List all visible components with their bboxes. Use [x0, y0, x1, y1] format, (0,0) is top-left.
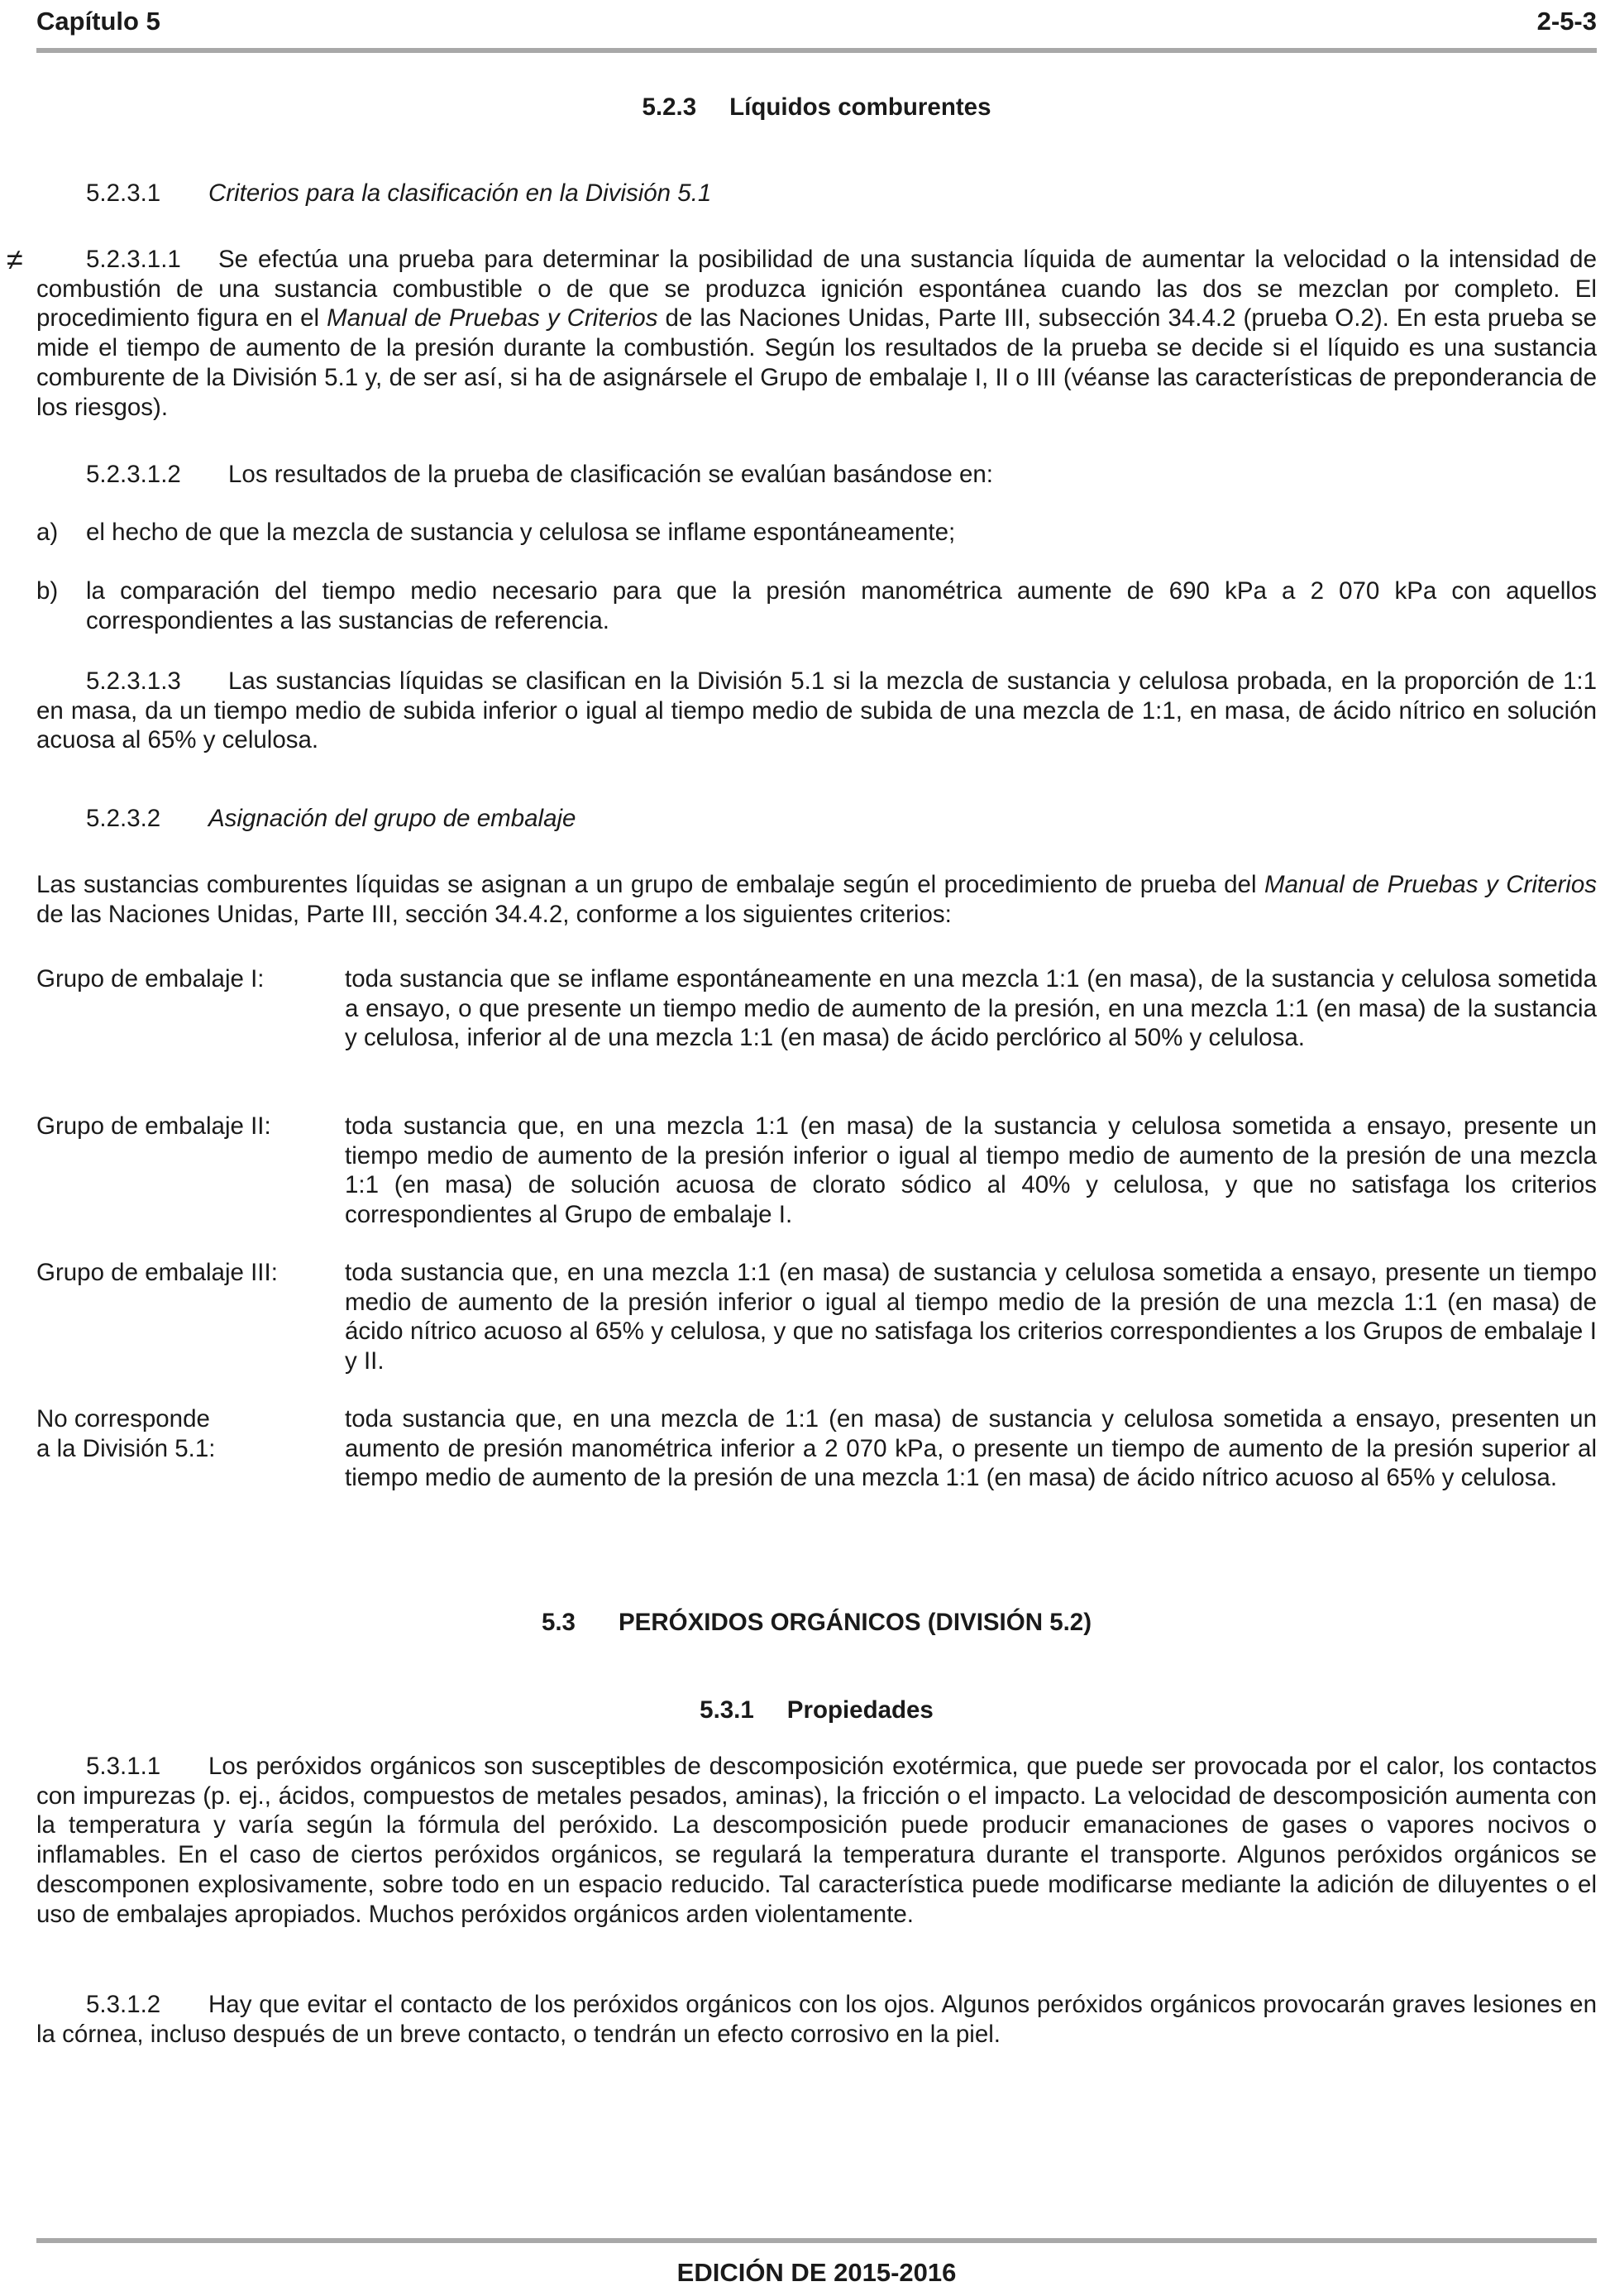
page-header	[36, 7, 1597, 43]
paragraph-text: Los resultados de la prueba de clasificación se evalúan basándose en:	[228, 461, 993, 488]
list-item-a	[36, 518, 1597, 548]
paragraph-number: 5.3.1.1	[86, 1753, 161, 1780]
paragraph-number: 5.2.3.1.3	[86, 667, 181, 695]
paragraph-5-2-3-1-2	[36, 460, 1597, 490]
packing-group-intro	[36, 870, 1597, 929]
packing-group-ii	[36, 1112, 1597, 1231]
manual-reference: Manual de Pruebas y Criterios	[1264, 871, 1598, 898]
paragraph-text: Hay que evitar el contacto de los peróxidos orgánicos con los ojos. Algunos peróxidos orgánicos provocarán graves lesiones en la córnea, incluso después de un breve contacto, o tendrán un efecto corrosivo en la piel.	[36, 1991, 1597, 2048]
list-label: a)	[36, 519, 59, 546]
section-title: PERÓXIDOS ORGÁNICOS (DIVISIÓN 5.2)	[618, 1609, 1092, 1636]
page-number: 2-5-3	[1536, 7, 1597, 36]
group-criteria: toda sustancia que, en una mezcla de 1:1 (en masa) de sustancia y celulosa sometida a ensayo, presenten un aumento de presión manométrica inferior a 2 070 kPa, o presente un tiempo de aumento de la presión superior al tiempo medio de aumento de la presión de una mezcla 1:1 (en masa) de ácido nítrico acuoso al 65% y celulosa.	[345, 1405, 1597, 1492]
edition-footer: EDICIÓN DE 2015-2016	[676, 2258, 957, 2287]
group-label-line-2: a la División 5.1:	[36, 1434, 216, 1462]
subsection-title: Criterios para la clasificación en la División 5.1	[208, 179, 712, 207]
packing-group-iii	[36, 1258, 1597, 1377]
header-rule	[36, 48, 1597, 53]
list-text: el hecho de que la mezcla de sustancia y celulosa se inflame espontáneamente;	[86, 519, 956, 546]
list-item-b	[36, 576, 1597, 635]
section-heading-5-3	[36, 1608, 1597, 1638]
list-text: la comparación del tiempo medio necesario para que la presión manométrica aumente de 690 kPa a 2 070 kPa con aquellos correspondientes a las sustancias de referencia.	[86, 577, 1597, 634]
subsection-title: Propiedades	[786, 1696, 934, 1724]
group-label	[36, 1404, 342, 1463]
paragraph-5-3-1-2	[36, 1990, 1597, 2049]
section-number: 5.2.3	[642, 93, 697, 121]
list-label: b)	[36, 577, 59, 605]
not-division-5-1	[36, 1404, 1597, 1523]
footer-rule	[36, 2238, 1597, 2243]
subsection-number: 5.3.1	[700, 1696, 754, 1724]
paragraph-text-b: de las Naciones Unidas, Parte III, subsección 34.4.2 (prueba O.2). En esta prueba se mide el tiempo de aumento de la presión durante la combustión. Según los resultados de la prueba se decide si el líquido es una sustancia comburente de la División 5.1 y, de ser así, si ha de asignársele el Grupo de embalaje I, II o III (véanse las características de preponderancia de los riesgos).	[36, 304, 1598, 421]
paragraph-text: Los peróxidos orgánicos son susceptibles de descomposición exotérmica, que puede ser provocada por el calor, los contactos con impurezas (p. ej., ácidos, compuestos de metales pesados, aminas), la fricción o el impacto. La velocidad de descomposición aumenta con la temperatura y varía según la fórmula del peróxido. La descomposición puede producir emanaciones de gases o vapores nocivos o inflamables. En el caso de ciertos peróxidos orgánicos, se regulará la temperatura durante el transporte. Algunos peróxidos orgánicos se descomponen explosivamente, sobre todo en un espacio reducido. Tal característica puede modificarse mediante la adición de diluyentes o el uso de embalajes apropiados. Muchos peróxidos orgánicos arden violentamente.	[36, 1753, 1597, 1928]
chapter-label: Capítulo 5	[36, 7, 160, 36]
subsection-heading-5-3-1	[36, 1696, 1597, 1725]
subsection-number: 5.2.3.2	[86, 805, 161, 832]
group-label: Grupo de embalaje I:	[36, 965, 265, 993]
section-number: 5.3	[541, 1609, 576, 1636]
paragraph-5-3-1-1	[36, 1752, 1597, 1929]
group-criteria: toda sustancia que, en una mezcla 1:1 (en masa) de la sustancia y celulosa sometida a ensayo, presente un tiempo medio de aumento de la presión inferior o igual al tiempo medio de aumento de la presión de una mezcla 1:1 (en masa) de solución acuosa de clorato sódico al 40% y celulosa, y que no satisfaga los criterios correspondientes al Grupo de embalaje I.	[345, 1112, 1597, 1229]
change-mark: ≠	[7, 242, 23, 276]
subsection-number: 5.2.3.1	[86, 179, 161, 207]
subsection-title: Asignación del grupo de embalaje	[208, 805, 576, 832]
paragraph-text-a: Se efectúa una prueba para determinar la posibilidad de una sustancia líquida de aumentar la velocidad o la intensidad de combustión de una sustancia combustible o de que se produzca ignición espontánea cuando las dos se mezclan por completo. El procedimiento figura en el	[36, 246, 1597, 332]
group-criteria: toda sustancia que se inflame espontáneamente en una mezcla 1:1 (en masa), de la sustancia y celulosa sometida a ensayo, o que presente un tiempo medio de aumento de la presión, en una mezcla 1:1 (en masa) de la sustancia y celulosa, inferior al de una mezcla 1:1 (en masa) de ácido perclórico al 50% y celulosa.	[345, 965, 1597, 1052]
group-label-line-1: No corresponde	[36, 1405, 210, 1433]
group-criteria: toda sustancia que, en una mezcla 1:1 (en masa) de sustancia y celulosa sometida a ensayo, presente un tiempo medio de aumento de la presión inferior o igual al tiempo medio de la presión de una mezcla 1:1 (en masa) de ácido nítrico acuoso al 65% y celulosa, y que no satisfaga los criterios correspondientes a los Grupos de embalaje I y II.	[345, 1259, 1597, 1375]
intro-text-a: Las sustancias comburentes líquidas se asignan a un grupo de embalaje según el procedimiento de prueba del	[36, 871, 1264, 898]
section-title: Líquidos comburentes	[729, 93, 991, 121]
section-heading-5-2-3	[36, 93, 1597, 122]
paragraph-number: 5.3.1.2	[86, 1991, 161, 2018]
group-label: Grupo de embalaje II:	[36, 1112, 271, 1140]
subsection-heading-5-2-3-1	[36, 179, 1597, 208]
paragraph-5-2-3-1-1	[7, 242, 1598, 422]
manual-reference: Manual de Pruebas y Criterios	[327, 304, 658, 332]
packing-group-i	[36, 964, 1597, 1083]
group-label: Grupo de embalaje III:	[36, 1259, 278, 1286]
paragraph-5-2-3-1-3	[36, 667, 1597, 755]
intro-text-b: de las Naciones Unidas, Parte III, sección 34.4.2, conforme a los siguientes criterios:	[36, 900, 952, 928]
document-page	[7, 0, 1598, 2296]
paragraph-text: Las sustancias líquidas se clasifican en la División 5.1 si la mezcla de sustancia y celulosa probada, en la proporción de 1:1 en masa, da un tiempo medio de subida inferior o igual al tiempo medio de subida de una mezcla de 1:1, en masa, de ácido nítrico en solución acuosa al 65% y celulosa.	[36, 667, 1597, 754]
paragraph-number: 5.2.3.1.2	[86, 461, 181, 488]
paragraph-number: 5.2.3.1.1	[86, 246, 181, 273]
subsection-heading-5-2-3-2	[36, 804, 1597, 834]
